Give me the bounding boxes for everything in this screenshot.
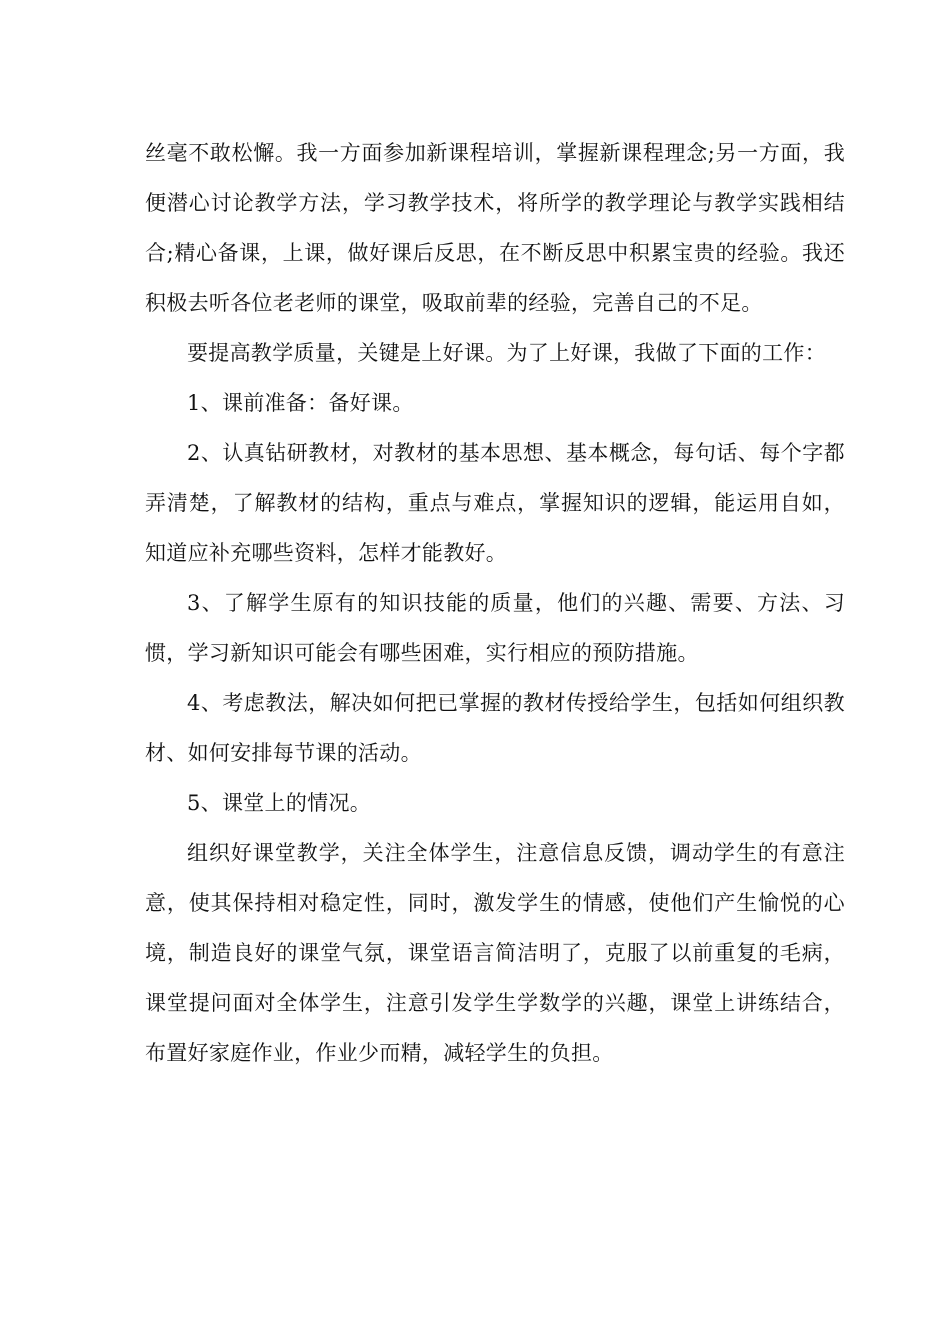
paragraph-3: 1、课前准备：备好课。	[187, 391, 414, 415]
paragraph-5: 3、了解学生原有的知识技能的质量，他们的兴趣、需要、方法、习惯，学习新知识可能会有哪些困难，实行相应的预防措施。	[145, 591, 845, 665]
document-body	[145, 128, 845, 1078]
paragraph-1: 丝毫不敢松懈。我一方面参加新课程培训，掌握新课程理念;另一方面，我便潜心讨论教学方法，学习教学技术，将所学的教学理论与教学实践相结合;精心备课，上课，做好课后反思，在不断反思中积累宝贵的经验。我还积极去听各位老老师的课堂，吸取前辈的经验，完善自己的不足。	[145, 141, 845, 315]
paragraph-6: 4、考虑教法，解决如何把已掌握的教材传授给学生，包括如何组织教材、如何安排每节课的活动。	[145, 691, 845, 765]
paragraph-7: 5、课堂上的情况。	[187, 791, 372, 815]
paragraph-4: 2、认真钻研教材，对教材的基本思想、基本概念，每句话、每个字都弄清楚，了解教材的结构，重点与难点，掌握知识的逻辑，能运用自如，知道应补充哪些资料，怎样才能教好。	[145, 441, 845, 565]
paragraph-8: 组织好课堂教学，关注全体学生，注意信息反馈，调动学生的有意注意，使其保持相对稳定性，同时，激发学生的情感，使他们产生愉悦的心境，制造良好的课堂气氛，课堂语言简洁明了，克服了以前重复的毛病，课堂提问面对全体学生，注意引发学生学数学的兴趣，课堂上讲练结合，布置好家庭作业，作业少而精，减轻学生的负担。	[145, 841, 845, 1065]
paragraph-2: 要提高教学质量，关键是上好课。为了上好课，我做了下面的工作：	[187, 341, 826, 365]
